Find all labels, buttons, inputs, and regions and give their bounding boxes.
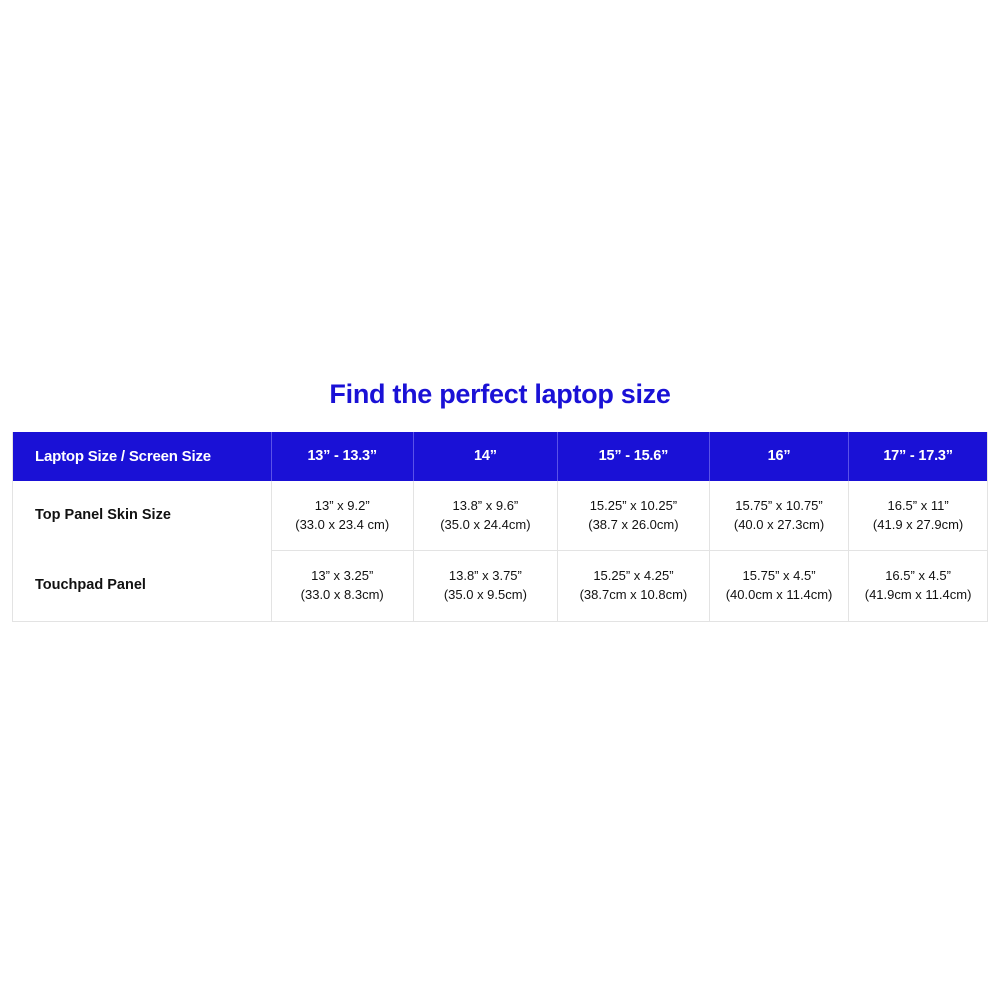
cell-metric: (41.9 x 27.9cm) — [872, 516, 964, 532]
cell-inches: 15.75” x 10.75” — [735, 497, 823, 513]
cell-top-panel-17 — [849, 481, 987, 551]
laptop-size-guide — [12, 380, 988, 622]
size-table-container — [12, 432, 988, 622]
cell-touchpad-14 — [413, 551, 557, 621]
column-header-17: 17” - 17.3” — [849, 432, 987, 481]
cell-metric: (33.0 x 8.3cm) — [300, 587, 384, 603]
cell-inches: 16.5” x 11” — [887, 497, 949, 513]
cell-touchpad-17 — [849, 551, 987, 621]
cell-inches: 13.8” x 3.75” — [448, 568, 522, 584]
column-header-row-label: Laptop Size / Screen Size — [13, 432, 271, 481]
column-header-16: 16” — [709, 432, 848, 481]
cell-metric: (38.7cm x 10.8cm) — [579, 587, 688, 603]
cell-touchpad-15 — [557, 551, 709, 621]
cell-top-panel-15 — [557, 481, 709, 551]
cell-inches: 13” x 9.2” — [314, 497, 370, 513]
cell-inches: 13” x 3.25” — [311, 568, 374, 584]
cell-inches: 15.25” x 4.25” — [593, 568, 674, 584]
cell-top-panel-13 — [271, 481, 413, 551]
table-header-row — [13, 432, 987, 481]
cell-metric: (35.0 x 24.4cm) — [440, 516, 531, 532]
cell-metric: (38.7 x 26.0cm) — [588, 516, 679, 532]
cell-metric: (33.0 x 23.4 cm) — [295, 516, 390, 532]
cell-metric: (41.9cm x 11.4cm) — [864, 587, 972, 603]
cell-metric: (35.0 x 9.5cm) — [443, 587, 527, 603]
cell-touchpad-13 — [271, 551, 413, 621]
cell-inches: 13.8” x 9.6” — [452, 497, 519, 513]
cell-top-panel-16 — [709, 481, 848, 551]
page-title: Find the perfect laptop size — [329, 379, 671, 409]
row-label-touchpad-panel: Touchpad Panel — [13, 551, 271, 621]
cell-inches: 15.25” x 10.25” — [589, 497, 678, 513]
cell-metric: (40.0cm x 11.4cm) — [725, 587, 833, 603]
column-header-15: 15” - 15.6” — [557, 432, 709, 481]
cell-metric: (40.0 x 27.3cm) — [733, 516, 825, 532]
row-label-top-panel-skin-size: Top Panel Skin Size — [13, 481, 271, 551]
column-header-13: 13” - 13.3” — [271, 432, 413, 481]
column-header-14: 14” — [413, 432, 557, 481]
cell-inches: 16.5” x 4.5” — [885, 568, 951, 584]
size-table — [13, 432, 987, 621]
table-row — [13, 551, 987, 621]
table-header — [13, 432, 987, 481]
table-body — [13, 481, 987, 621]
cell-inches: 15.75” x 4.5” — [742, 568, 816, 584]
cell-touchpad-16 — [709, 551, 848, 621]
cell-top-panel-14 — [413, 481, 557, 551]
table-row — [13, 481, 987, 551]
